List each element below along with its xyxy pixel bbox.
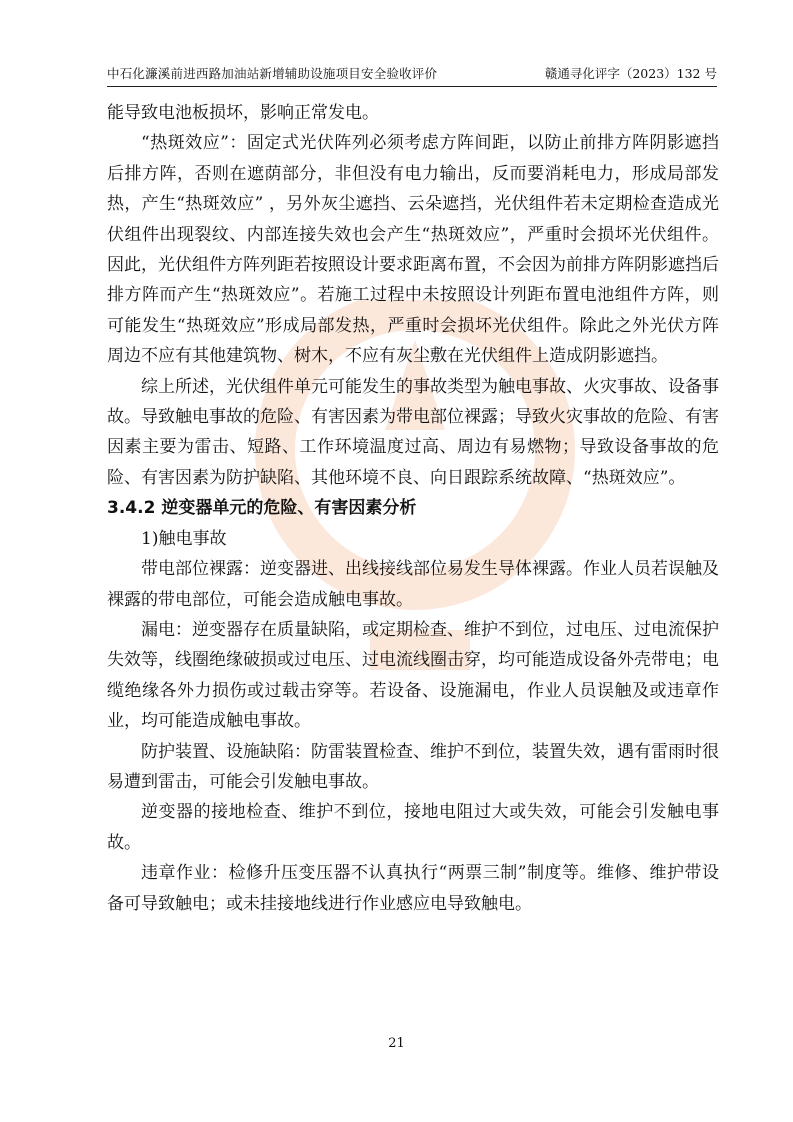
- header-report-number: 赣通寻化评字（2023）132 号: [544, 66, 717, 81]
- section-heading: 3.4.2 逆变器单元的危险、有害因素分析: [107, 498, 417, 519]
- page-header: [107, 64, 717, 87]
- paragraph: 能导致电池板损坏，影响正常发电。: [107, 103, 379, 123]
- paragraph: 综上所述，光伏组件单元可能发生的事故类型为触电事故、火灾事故、设备事故。导致触电事故的危险、有害因素为带电部位裸露；导致火灾事故的危险、有害因素主要为雷击、短路、工作环境温度过高、周边有易燃物；导致设备事故的危险、有害因素为防护缺陷、其他环境不良、向日跟踪系统故障、“热斑效应”。: [107, 376, 719, 488]
- subsection-heading: 1)触电事故: [141, 528, 227, 549]
- paragraph: 漏电：逆变器存在质量缺陷，或定期检查、维护不到位，过电压、过电流保护失效等，线圈绝缘破损或过电压、过电流线圈击穿，均可能造成设备外壳带电；电缆绝缘各外力损伤或过载击穿等。若设备、设施漏电，作业人员误触及或违章作业，均可能造成触电事故。: [107, 619, 719, 732]
- paragraph: 违章作业：检修升压变压器不认真执行“两票三制”制度等。维修、维护带设备可导致触电；或未挂接地线进行作业感应电导致触电。: [107, 863, 719, 914]
- paragraph: 带电部位裸露：逆变器进、出线接线部位易发生导体裸露。作业人员若误触及裸露的带电部位，可能会造成触电事故。: [107, 559, 719, 610]
- header-document-title: 中石化濂溪前进西路加油站新增辅助设施项目安全验收评价: [107, 66, 438, 81]
- page-number: 21: [388, 1036, 405, 1051]
- paragraph: “热斑效应”：固定式光伏阵列必须考虑方阵间距，以防止前排方阵阴影遮挡后排方阵，否则在遮荫部分，非但没有电力输出，反而要消耗电力，形成局部发热，产生“热斑效应” ，另外灰尘遮挡、云朵遮挡，光伏组件若未定期检查造成光伏组件出现裂纹、内部连接失效也会产生“热斑效应”，严重时会损坏光伏组件。因此，光伏组件方阵列距若按照设计要求距离布置，不会因为前排方阵阴影遮挡后排方阵而产生“热斑效应”。若施工过程中未按照设计列距布置电池组件方阵，则可能发生“热斑效应”形成局部发热，严重时会损坏光伏组件。除此之外光伏方阵周边不应有其他建筑物、树木，不应有灰尘敷在光伏组件上造成阴影遮挡。: [107, 133, 719, 367]
- paragraph: 防护装置、设施缺陷：防雷装置检查、维护不到位，装置失效，遇有雷雨时很易遭到雷击，可能会引发触电事故。: [107, 741, 719, 792]
- paragraph: 逆变器的接地检查、维护不到位，接地电阻过大或失效，可能会引发触电事故。: [107, 802, 719, 853]
- document-body: [107, 98, 719, 919]
